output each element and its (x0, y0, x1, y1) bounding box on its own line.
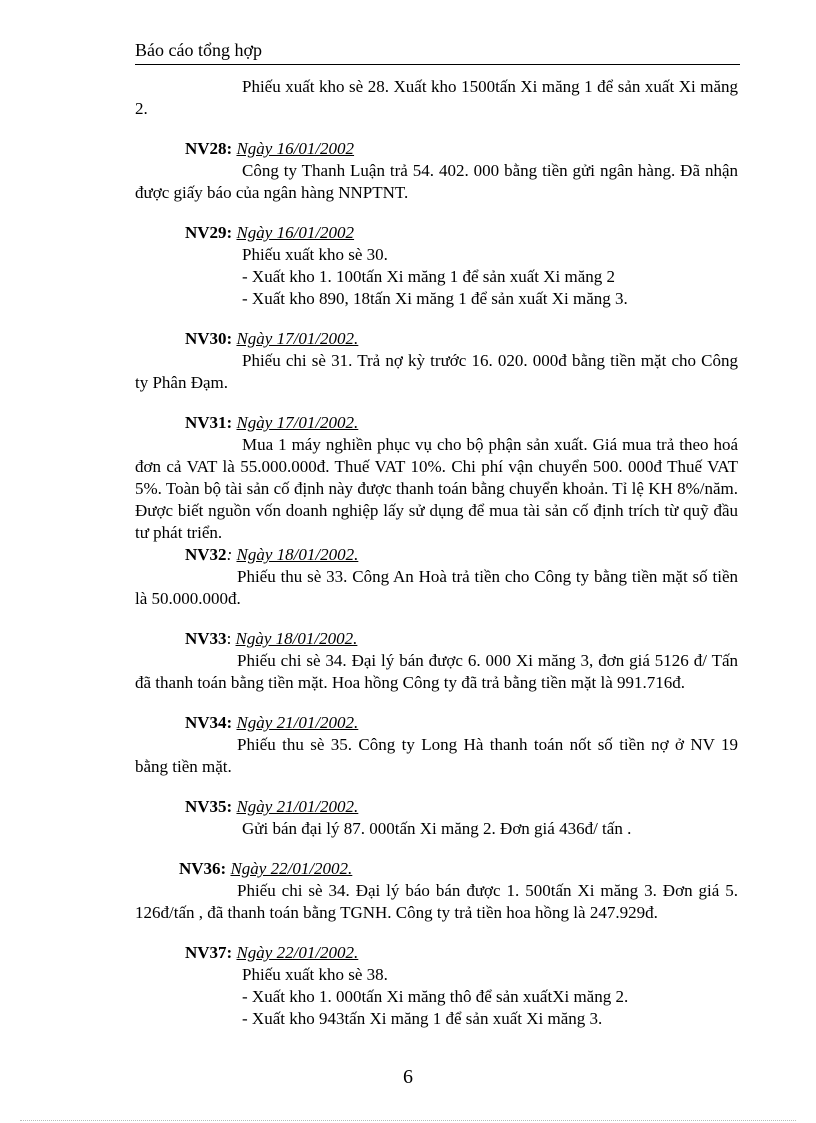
entry-heading (135, 858, 738, 880)
entry-body: Phiếu thu sè 33. Công An Hoà trả tiền cho Công ty bằng tiền mặt số tiền là 50.000.000đ. (135, 567, 738, 608)
entry-code: NV35: (185, 797, 233, 816)
entry-date: Ngày 17/01/2002. (236, 413, 359, 432)
entry-heading (135, 628, 738, 650)
entry-code: NV37: (185, 943, 233, 962)
entry-line: Phiếu xuất kho sè 38. (242, 965, 388, 984)
entry-date: Ngày 18/01/2002. (235, 629, 358, 648)
entry-code: NV28: (185, 139, 233, 158)
entry-date: Ngày 21/01/2002. (236, 797, 359, 816)
entry-code: NV34: (185, 713, 233, 732)
entry-date: Ngày 18/01/2002. (236, 545, 359, 564)
entry-body: Phiếu chi sè 34. Đại lý bán được 6. 000 Xi măng 3, đơn giá 5126 đ/ Tấn đã thanh toán bằng tiền mặt. Hoa hồng Công ty đã trả bằng tiền mặt là 991.716đ. (135, 651, 738, 692)
entry-date: Ngày 16/01/2002 (236, 139, 355, 158)
entry-line: - Xuất kho 1. 100tấn Xi măng 1 để sản xuất Xi măng 2 (242, 267, 615, 286)
intro-paragraph: Phiếu xuất kho sè 28. Xuất kho 1500tấn Xi măng 1 để sản xuất Xi măng 2. (135, 77, 738, 118)
entry-heading (135, 796, 738, 818)
entry-code: NV36: (179, 859, 227, 878)
entry-separator: : (226, 629, 236, 648)
entry-code: NV32 (185, 545, 227, 564)
page-content (135, 76, 738, 1030)
entry-heading (135, 544, 738, 566)
entry-date: Ngày 22/01/2002. (236, 943, 359, 962)
entry-heading (135, 138, 738, 160)
entry-date: Ngày 21/01/2002. (236, 713, 359, 732)
entry-date: Ngày 22/01/2002. (230, 859, 353, 878)
page-number: 6 (403, 1066, 413, 1088)
entry-heading (135, 712, 738, 734)
entry-line: Gửi bán đại lý 87. 000tấn Xi măng 2. Đơn giá 436đ/ tấn . (242, 819, 632, 838)
page-header: Báo cáo tổng hợp (135, 40, 740, 65)
entry-body: Phiếu chi sè 31. Trả nợ kỳ trước 16. 020. 000đ bằng tiền mặt cho Công ty Phân Đạm. (135, 351, 738, 392)
entry-separator: : (226, 545, 237, 564)
entry-line: - Xuất kho 890, 18tấn Xi măng 1 để sản xuất Xi măng 3. (242, 289, 628, 308)
entry-body: Phiếu chi sè 34. Đại lý báo bán được 1. 500tấn Xi măng 3. Đơn giá 5. 126đ/tấn , đã thanh toán bằng TGNH. Công ty trả tiền hoa hồng là 247.929đ. (135, 881, 738, 922)
entry-heading (135, 222, 738, 244)
page-break-divider (20, 1120, 796, 1121)
entry-date: Ngày 17/01/2002. (236, 329, 359, 348)
entry-heading (135, 942, 738, 964)
entry-body: Công ty Thanh Luận trả 54. 402. 000 bằng tiền gửi ngân hàng. Đã nhận được giấy báo của ngân hàng NNPTNT. (135, 161, 738, 202)
entry-line: - Xuất kho 1. 000tấn Xi măng thô để sản xuấtXi măng 2. (242, 987, 629, 1006)
entry-heading (135, 412, 738, 434)
entry-body: Mua 1 máy nghiền phục vụ cho bộ phận sản xuất. Giá mua trả theo hoá đơn cả VAT là 55.000.000đ. Thuế VAT 10%. Chi phí vận chuyển 500. 000đ Thuế VAT 5%. Toàn bộ tài sản cố định này được thanh toán bằng chuyển khoản. Tỉ lệ KH 8%/năm. Được biết nguồn vốn doanh nghiệp lấy sử dụng để mua tài sản cố định trích từ quỹ đầu tư phát triển. (135, 435, 738, 542)
entry-code: NV30: (185, 329, 233, 348)
entry-heading (135, 328, 738, 350)
entry-line: Phiếu xuất kho sè 30. (242, 245, 388, 264)
entry-code: NV31: (185, 413, 233, 432)
entry-code: NV33 (185, 629, 227, 648)
entry-line: - Xuất kho 943tấn Xi măng 1 để sản xuất Xi măng 3. (242, 1009, 603, 1028)
entry-date: Ngày 16/01/2002 (236, 223, 355, 242)
entry-body: Phiếu thu sè 35. Công ty Long Hà thanh toán nốt số tiền nợ ở NV 19 bằng tiền mặt. (135, 735, 738, 776)
entry-code: NV29: (185, 223, 233, 242)
